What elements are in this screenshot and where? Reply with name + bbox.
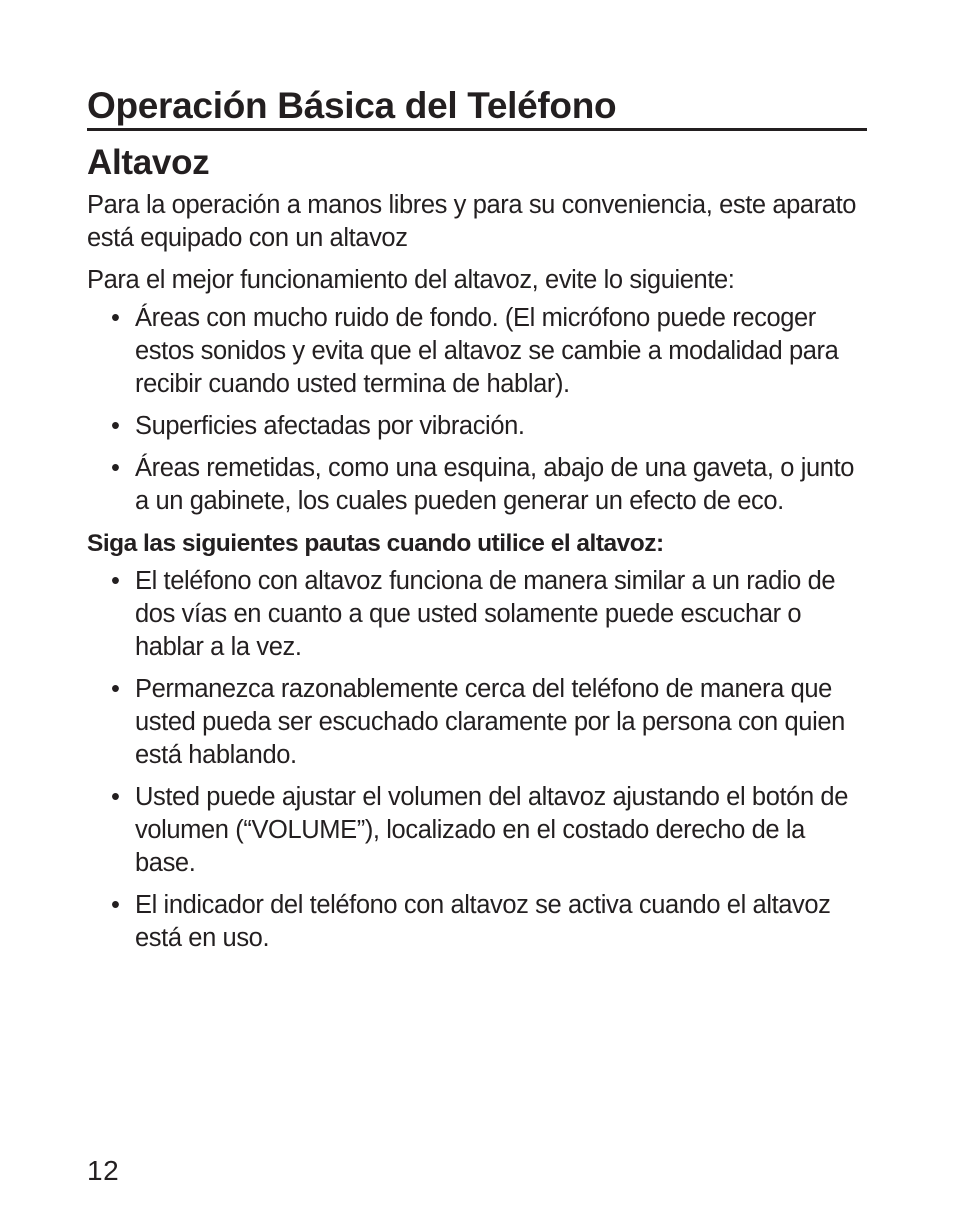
list-item-text: Áreas con mucho ruido de fondo. (El micrófono puede recoger estos sonidos y evita que el altavoz se cambie a modalidad para recibir cuando usted termina de hablar). <box>135 304 839 398</box>
list-item-text: Áreas remetidas, como una esquina, abajo de una gaveta, o junto a un gabinete, los cuales pueden generar un efecto de eco. <box>135 454 855 515</box>
guidelines-list <box>87 565 867 955</box>
list-item <box>87 452 867 518</box>
list-item <box>87 673 867 772</box>
bullet-icon: • <box>111 891 120 919</box>
bullet-icon: • <box>111 567 120 595</box>
avoid-list <box>87 302 867 518</box>
list-item <box>87 410 867 443</box>
title-rule <box>87 84 867 131</box>
bullet-icon: • <box>111 675 120 703</box>
guidelines-heading: Siga las siguientes pautas cuando utilice el altavoz: <box>87 530 664 557</box>
page-number: 12 <box>87 1155 120 1186</box>
manual-page <box>87 84 867 964</box>
list-item <box>87 565 867 664</box>
list-item-text: Permanezca razonablemente cerca del teléfono de manera que usted pueda ser escuchado claramente por la persona con quien está hablando. <box>135 675 845 769</box>
bullet-icon: • <box>111 412 120 440</box>
list-item <box>87 889 867 955</box>
bullet-icon: • <box>111 454 120 482</box>
bullet-icon: • <box>111 304 120 332</box>
list-item-text: Superficies afectadas por vibración. <box>135 412 525 440</box>
list-item-text: El teléfono con altavoz funciona de manera similar a un radio de dos vías en cuanto a que usted solamente puede escuchar o hablar a la vez. <box>135 567 836 661</box>
list-item <box>87 302 867 401</box>
section-heading: Altavoz <box>87 143 210 182</box>
page-title: Operación Básica del Teléfono <box>87 85 617 126</box>
list-item-text: Usted puede ajustar el volumen del altavoz ajustando el botón de volumen (“VOLUME”), localizado en el costado derecho de la base. <box>135 783 848 877</box>
bullet-icon: • <box>111 783 120 811</box>
intro-paragraph: Para la operación a manos libres y para su conveniencia, este aparato está equipado con un altavoz <box>87 191 857 252</box>
list-item-text: El indicador del teléfono con altavoz se activa cuando el altavoz está en uso. <box>135 891 831 952</box>
list-item <box>87 781 867 880</box>
avoid-lead-paragraph: Para el mejor funcionamiento del altavoz, evite lo siguiente: <box>87 266 735 294</box>
